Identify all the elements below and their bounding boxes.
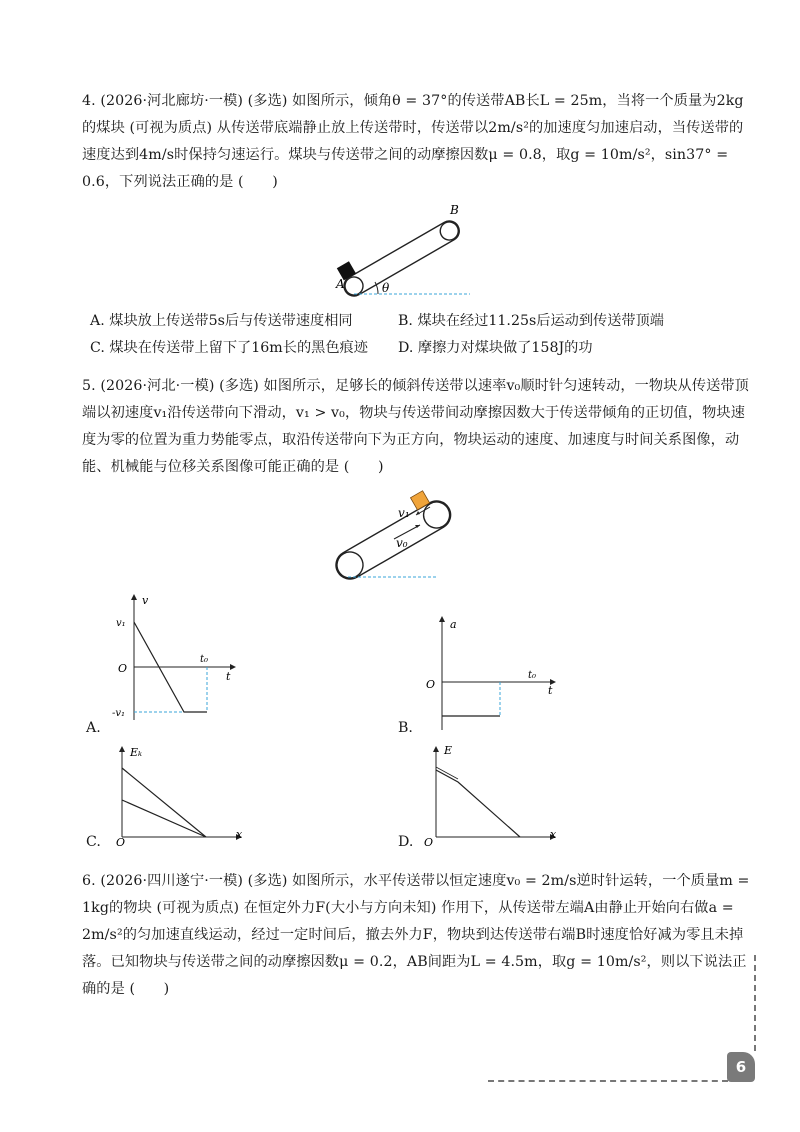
graph-c-y-label: Eₖ (130, 746, 143, 759)
q5-label-v0: v₀ (396, 536, 408, 550)
graph-b-option-label[interactable]: B. (398, 720, 413, 736)
graph-c-x-label: x (236, 828, 243, 841)
graph-a-origin: O (118, 662, 128, 675)
q4-label-b: B (450, 203, 459, 217)
q4-option-b[interactable]: B. 煤块在经过11.25s后运动到传送带顶端 (398, 313, 664, 329)
page-corner-dashed-vertical (754, 955, 756, 1051)
question-5-text: 5. (2026·河北·一模) (多选) 如图所示，足够长的倾斜传送带以速率v₀顺时针匀速转动，一物块从传送带顶端以初速度v₁沿传送带向下滑动，v₁ > v₀，物块与传送带间动摩擦因数大于传送带倾角的正切值，物块速度为零的位置为重力势能零点，取沿传送带向下为正方向，物块运动的速度、加速度与时间关系图像，动能、机械能与位移关系图像可能正确的是 ( ) (82, 378, 749, 475)
graph-a-x-label: t (226, 670, 231, 683)
graph-d-origin: O (424, 836, 434, 847)
graph-a-v1: v₁ (116, 618, 126, 629)
graph-a-option-label[interactable]: A. (86, 720, 101, 736)
q4-roller-b (437, 219, 462, 244)
question-6-text: 6. (2026·四川遂宁·一模) (多选) 如图所示，水平传送带以恒定速度v₀ = 2m/s逆时针运转，一个质量m = 1kg的物块 (可视为质点) 在恒定外力F(大小与方向未知) 作用下，从传送带左端A由静止开始向右做a = 2m/s²的匀加速直线运动，经过一定时间后，撤去外力F，物块到达传送带右端B时速度恰好减为零且未掉落。已知物块与传送带之间的动摩擦因数μ = 0.2，AB间距为L = 4.5m，取g = 10m/s²，则以下说法正确的是 ( ) (82, 873, 750, 997)
graph-c-line-2 (122, 800, 206, 837)
graph-d-x-label: x (550, 828, 557, 841)
graph-d-y-label: E (444, 744, 453, 757)
graph-d-line (436, 770, 520, 837)
graph-d (420, 742, 565, 847)
page-corner-dashed-horizontal (488, 1080, 728, 1082)
page-number: 6 (727, 1052, 755, 1082)
q4-option-c[interactable]: C. 煤块在传送带上留下了16m长的黑色痕迹 (90, 340, 368, 356)
graph-a-y-label: v (142, 594, 149, 607)
graph-b (420, 612, 560, 732)
q4-label-theta: θ (382, 281, 390, 295)
graph-a-neg-v1: -v₁ (112, 708, 126, 719)
graph-a-t0: t₀ (200, 654, 209, 665)
q4-option-d[interactable]: D. 摩擦力对煤块做了158J的功 (398, 340, 593, 356)
graph-b-origin: O (426, 678, 436, 691)
q4-label-a: A (336, 277, 345, 291)
q4-conveyor-figure (330, 200, 480, 300)
q5-conveyor-figure (318, 485, 468, 585)
graph-c-origin: O (116, 836, 126, 847)
graph-c-line-1 (122, 768, 206, 837)
graph-a (112, 590, 252, 725)
q5-label-v1: v₁ (398, 506, 410, 520)
graph-c-option-label[interactable]: C. (86, 834, 101, 850)
question-4-text: 4. (2026·河北廊坊·一模) (多选) 如图所示，倾角θ = 37°的传送带AB长L = 25m，当将一个质量为2kg的煤块 (可视为质点) 从传送带底端静止放上传送带时，传送带以2m/s²的加速度匀加速启动，当传送带的速度达到4m/s时保持匀速运行。煤块与传送带之间的动摩擦因数μ = 0.8，取g = 10m/s²，sin37° = 0.6，下列说法正确的是 ( ) (82, 93, 744, 190)
graph-b-t0: t₀ (528, 670, 537, 681)
graph-d-option-label[interactable]: D. (398, 834, 414, 850)
graph-c (112, 742, 252, 847)
graph-b-x-label: t (548, 684, 553, 697)
q4-option-a[interactable]: A. 煤块放上传送带5s后与传送带速度相同 (90, 313, 353, 329)
graph-b-y-label: a (450, 618, 457, 631)
